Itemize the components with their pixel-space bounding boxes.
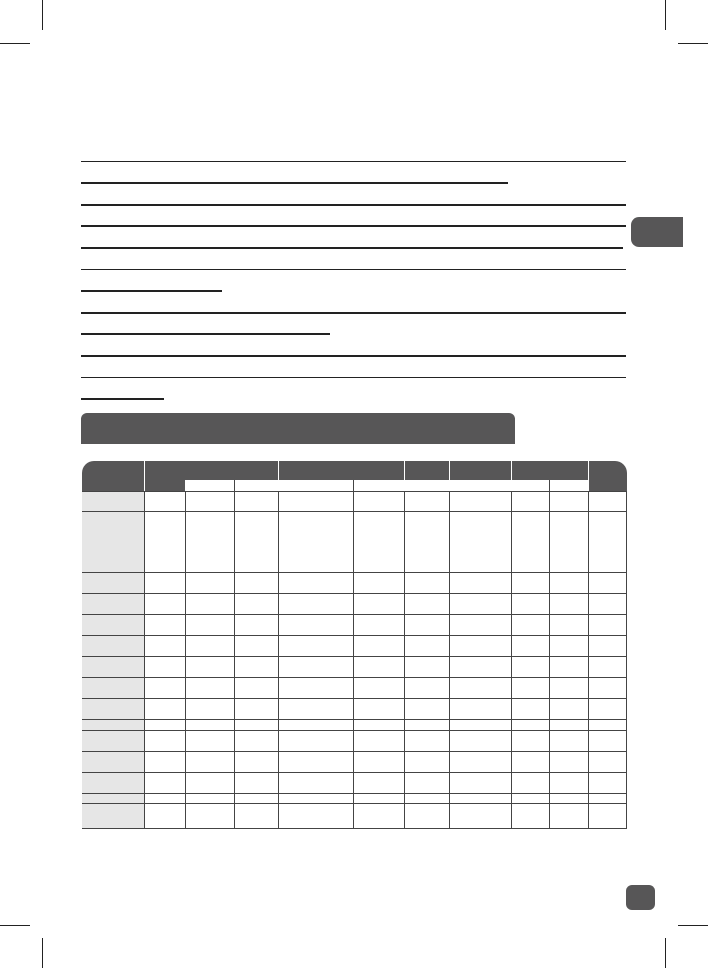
text-rule (81, 182, 508, 184)
table-column-line (449, 491, 450, 829)
table-row-line (82, 511, 627, 512)
table-row-line (82, 793, 627, 794)
header-divider (404, 461, 405, 491)
subheader-divider (549, 480, 550, 491)
text-rule (81, 225, 626, 227)
header-divider (144, 461, 145, 491)
table-row-line (82, 719, 627, 720)
data-table (82, 461, 627, 829)
crop-mark-top-left-horizontal (0, 43, 30, 44)
table-row-line (82, 593, 627, 594)
table-row-line (82, 614, 627, 615)
text-rule (81, 333, 330, 335)
table-column-line (404, 491, 405, 829)
table-row-line (82, 635, 627, 636)
page-number-badge (626, 885, 655, 910)
table-subheader-row (185, 480, 588, 491)
text-rule (81, 290, 222, 292)
table-row-line (82, 828, 627, 829)
header-divider (449, 461, 450, 491)
text-rule (81, 204, 626, 206)
table-column-line (588, 491, 589, 829)
table-column-line (511, 491, 512, 829)
text-rule (81, 398, 164, 400)
text-rule (81, 355, 626, 357)
table-row-line (82, 572, 627, 573)
side-chapter-tab (631, 217, 683, 247)
table-row-line (82, 730, 627, 731)
text-rule (81, 377, 626, 378)
table-row-line (82, 491, 627, 492)
row-label-column (82, 491, 144, 829)
header-divider (588, 461, 589, 491)
crop-mark-top-right-vertical (665, 0, 666, 30)
crop-mark-bottom-left-vertical (42, 938, 43, 968)
text-rule (81, 247, 623, 249)
text-rule (81, 161, 626, 162)
crop-mark-bottom-right-vertical (665, 938, 666, 968)
crop-mark-top-right-horizontal (678, 43, 708, 44)
table-column-line (185, 491, 186, 829)
header-divider (511, 461, 512, 491)
table-row-line (82, 772, 627, 773)
section-title-bar (81, 413, 515, 444)
text-rule (81, 312, 626, 314)
header-divider (278, 461, 279, 491)
table-column-line (144, 491, 145, 829)
crop-mark-bottom-left-horizontal (0, 925, 30, 926)
crop-mark-top-left-vertical (42, 0, 43, 30)
table-row-line (82, 698, 627, 699)
table-row-line (82, 656, 627, 657)
table-row-line (82, 751, 627, 752)
table-column-line (353, 491, 354, 829)
table-column-line (234, 491, 235, 829)
table-column-line (626, 491, 627, 829)
table-column-line (278, 491, 279, 829)
table-row-line (82, 677, 627, 678)
table-column-line (549, 491, 550, 829)
subheader-divider (234, 480, 235, 491)
text-rule (81, 269, 626, 270)
crop-mark-bottom-right-horizontal (678, 925, 708, 926)
table-row-line (82, 803, 627, 804)
subheader-divider (353, 480, 354, 491)
